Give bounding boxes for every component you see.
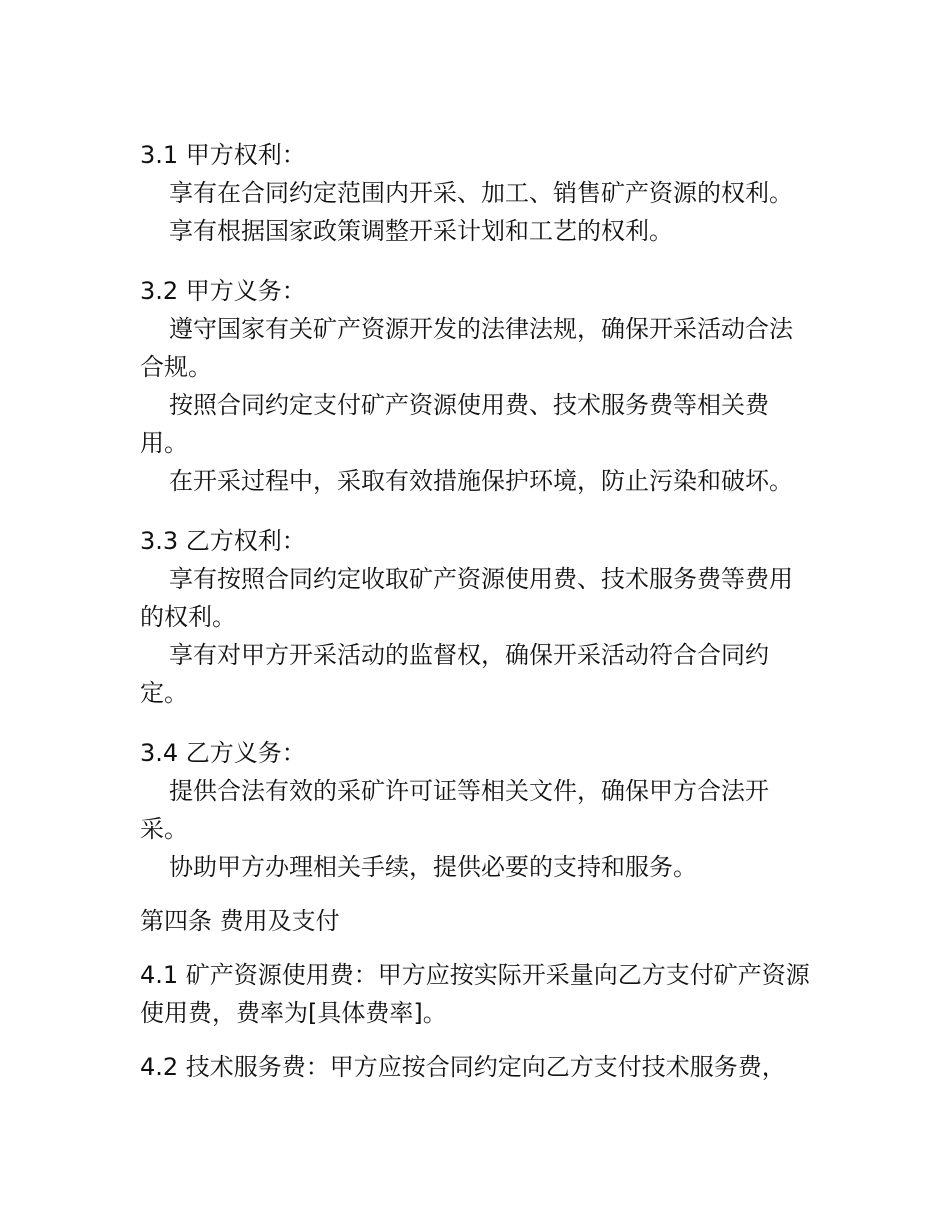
section-paragraph: 提供合法有效的采矿许可证等相关文件，确保甲方合法开采。	[140, 777, 769, 843]
section-paragraph: 协助甲方办理相关手续，提供必要的支持和服务。	[169, 853, 697, 881]
article-title: 第四条 费用及支付	[140, 907, 340, 935]
clause-4-1: 4.1 矿产资源使用费：甲方应按实际开采量向乙方支付矿产资源使用费，费率为[具体费率]。	[140, 961, 810, 1027]
section-heading: 3.3 乙方权利：	[140, 527, 306, 555]
section-3-3	[140, 522, 810, 712]
section-paragraph: 享有根据国家政策调整开采计划和工艺的权利。	[169, 217, 673, 245]
section-paragraph: 享有按照合同约定收取矿产资源使用费、技术服务费等费用的权利。	[140, 565, 793, 631]
section-heading: 3.1 甲方权利：	[140, 141, 306, 169]
clause-4-2: 4.2 技术服务费：甲方应按合同约定向乙方支付技术服务费，	[140, 1053, 786, 1081]
document-page	[140, 136, 810, 1086]
article-4	[140, 902, 810, 1086]
section-heading: 3.2 甲方义务：	[140, 277, 306, 305]
section-paragraph: 遵守国家有关矿产资源开发的法律法规，确保开采活动合法合规。	[140, 315, 793, 381]
section-3-2	[140, 272, 810, 500]
section-paragraph: 按照合同约定支付矿产资源使用费、技术服务费等相关费用。	[140, 391, 769, 457]
section-heading: 3.4 乙方义务：	[140, 739, 306, 767]
section-3-1	[140, 136, 810, 250]
section-paragraph: 享有在合同约定范围内开采、加工、销售矿产资源的权利。	[169, 179, 793, 207]
section-paragraph: 在开采过程中，采取有效措施保护环境，防止污染和破坏。	[169, 467, 793, 495]
section-3-4	[140, 734, 810, 886]
section-paragraph: 享有对甲方开采活动的监督权，确保开采活动符合合同约定。	[140, 641, 769, 707]
